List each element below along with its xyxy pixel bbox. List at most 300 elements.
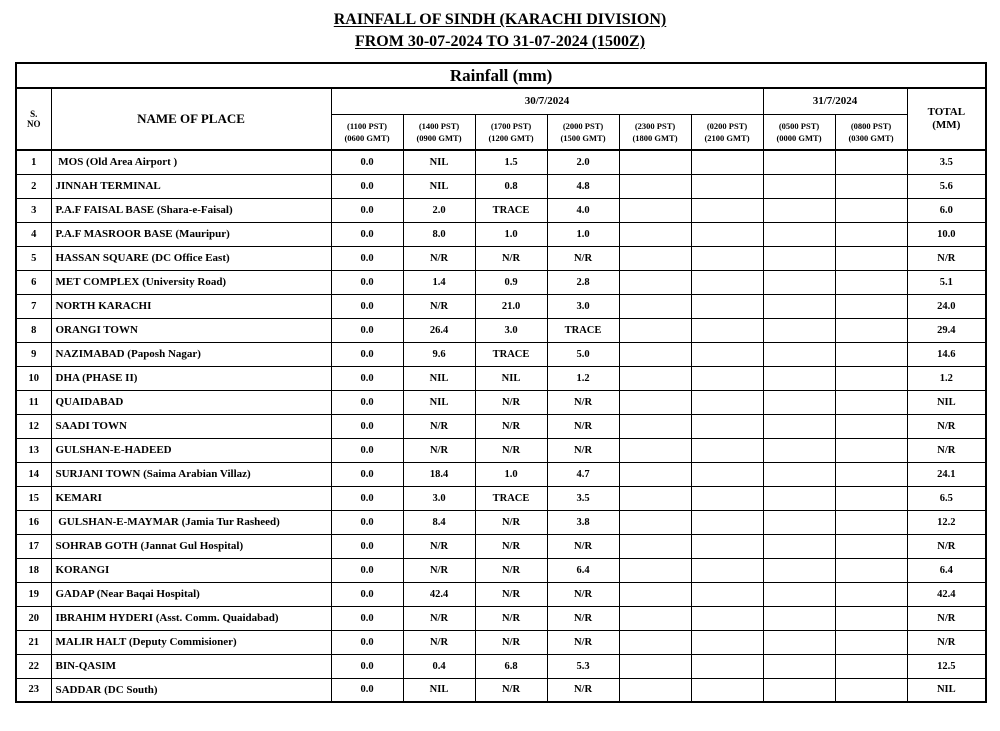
rainfall-value-cell-1: 0.0	[331, 510, 403, 534]
rainfall-value-cell-5	[619, 294, 691, 318]
rainfall-value-cell-6	[691, 582, 763, 606]
serial-number-cell: 23	[16, 678, 51, 702]
rainfall-value-cell-5	[619, 630, 691, 654]
page-title-line-1: RAINFALL OF SINDH (KARACHI DIVISION)	[333, 11, 667, 28]
rainfall-value-cell-4: 1.0	[547, 222, 619, 246]
table-row	[16, 678, 986, 702]
rainfall-value-cell-6	[691, 462, 763, 486]
rainfall-value-cell-4: 4.8	[547, 174, 619, 198]
rainfall-value-cell-3: N/R	[475, 606, 547, 630]
table-row	[16, 270, 986, 294]
total-rainfall-cell: NIL	[907, 390, 986, 414]
rainfall-value-cell-8	[835, 270, 907, 294]
gmt-time-label: (1500 GMT)	[560, 132, 606, 143]
rainfall-value-cell-6	[691, 438, 763, 462]
place-name-cell: HASSAN SQUARE (DC Office East)	[51, 246, 331, 270]
serial-number-cell: 21	[16, 630, 51, 654]
gmt-time-label: (0600 GMT)	[344, 132, 390, 143]
rainfall-value-cell-5	[619, 366, 691, 390]
rainfall-value-cell-6	[691, 150, 763, 174]
rainfall-value-cell-8	[835, 462, 907, 486]
total-rainfall-cell: 6.0	[907, 198, 986, 222]
gmt-time-label: (0900 GMT)	[416, 132, 462, 143]
rainfall-value-cell-5	[619, 582, 691, 606]
rainfall-value-cell-7	[763, 678, 835, 702]
table-row	[16, 558, 986, 582]
rainfall-value-cell-3: 6.8	[475, 654, 547, 678]
serial-number-cell: 8	[16, 318, 51, 342]
rainfall-value-cell-1: 0.0	[331, 678, 403, 702]
rainfall-value-cell-4: N/R	[547, 678, 619, 702]
pst-time-label: (2300 PST)	[634, 120, 676, 131]
total-rainfall-cell: 6.4	[907, 558, 986, 582]
place-name-cell: KEMARI	[51, 486, 331, 510]
time-column-header-1	[331, 114, 403, 150]
rainfall-value-cell-8	[835, 678, 907, 702]
total-rainfall-cell: 10.0	[907, 222, 986, 246]
rainfall-value-cell-3: 1.0	[475, 222, 547, 246]
rainfall-value-cell-5	[619, 414, 691, 438]
rainfall-value-cell-1: 0.0	[331, 486, 403, 510]
table-row	[16, 414, 986, 438]
rainfall-value-cell-2: NIL	[403, 678, 475, 702]
rainfall-value-cell-2: N/R	[403, 630, 475, 654]
rainfall-value-cell-2: NIL	[403, 366, 475, 390]
table-row	[16, 198, 986, 222]
total-rainfall-cell: 24.1	[907, 462, 986, 486]
rainfall-value-cell-8	[835, 534, 907, 558]
rainfall-value-cell-1: 0.0	[331, 294, 403, 318]
rainfall-value-cell-5	[619, 150, 691, 174]
table-caption: Rainfall (mm)	[16, 63, 986, 88]
rainfall-table	[15, 62, 987, 703]
serial-number-cell: 5	[16, 246, 51, 270]
table-row	[16, 342, 986, 366]
rainfall-value-cell-7	[763, 606, 835, 630]
rainfall-value-cell-1: 0.0	[331, 270, 403, 294]
place-name-cell: SOHRAB GOTH (Jannat Gul Hospital)	[51, 534, 331, 558]
rainfall-value-cell-7	[763, 630, 835, 654]
rainfall-value-cell-5	[619, 198, 691, 222]
serial-number-header-line-1: S.	[30, 109, 38, 119]
table-row	[16, 510, 986, 534]
rainfall-value-cell-7	[763, 438, 835, 462]
rainfall-value-cell-6	[691, 222, 763, 246]
rainfall-value-cell-1: 0.0	[331, 342, 403, 366]
rainfall-value-cell-7	[763, 246, 835, 270]
rainfall-value-cell-3: TRACE	[475, 198, 547, 222]
name-of-place-header: NAME OF PLACE	[51, 88, 331, 150]
serial-number-cell: 12	[16, 414, 51, 438]
rainfall-value-cell-4: N/R	[547, 246, 619, 270]
total-rainfall-cell: N/R	[907, 606, 986, 630]
rainfall-value-cell-8	[835, 582, 907, 606]
rainfall-value-cell-5	[619, 462, 691, 486]
gmt-time-label: (0000 GMT)	[776, 132, 822, 143]
pst-time-label: (1400 PST)	[418, 120, 460, 131]
pst-time-label: (1700 PST)	[490, 120, 532, 131]
rainfall-value-cell-1: 0.0	[331, 606, 403, 630]
rainfall-value-cell-8	[835, 654, 907, 678]
total-rainfall-cell: N/R	[907, 246, 986, 270]
serial-number-cell: 19	[16, 582, 51, 606]
rainfall-value-cell-5	[619, 486, 691, 510]
total-rainfall-cell: NIL	[907, 678, 986, 702]
serial-number-header-line-2: NO	[27, 119, 41, 129]
table-row	[16, 582, 986, 606]
rainfall-value-cell-1: 0.0	[331, 630, 403, 654]
place-name-cell: NORTH KARACHI	[51, 294, 331, 318]
rainfall-value-cell-8	[835, 222, 907, 246]
rainfall-value-cell-8	[835, 606, 907, 630]
rainfall-value-cell-1: 0.0	[331, 174, 403, 198]
table-row	[16, 486, 986, 510]
place-name-cell: SAADI TOWN	[51, 414, 331, 438]
total-rainfall-cell: 1.2	[907, 366, 986, 390]
rainfall-value-cell-6	[691, 342, 763, 366]
rainfall-value-cell-5	[619, 654, 691, 678]
rainfall-value-cell-7	[763, 654, 835, 678]
table-row	[16, 606, 986, 630]
rainfall-value-cell-1: 0.0	[331, 414, 403, 438]
time-column-header-3	[475, 114, 547, 150]
rainfall-value-cell-2: 3.0	[403, 486, 475, 510]
date-header-31-7-2024: 31/7/2024	[763, 88, 907, 114]
rainfall-value-cell-2: 2.0	[403, 198, 475, 222]
rainfall-value-cell-4: 6.4	[547, 558, 619, 582]
rainfall-value-cell-8	[835, 630, 907, 654]
serial-number-cell: 10	[16, 366, 51, 390]
rainfall-value-cell-2: 42.4	[403, 582, 475, 606]
total-rainfall-cell: 29.4	[907, 318, 986, 342]
pst-time-label: (0800 PST)	[850, 120, 892, 131]
date-header-30-7-2024: 30/7/2024	[331, 88, 763, 114]
total-rainfall-cell: N/R	[907, 630, 986, 654]
rainfall-value-cell-3: N/R	[475, 678, 547, 702]
total-rainfall-cell: 12.5	[907, 654, 986, 678]
table-row	[16, 174, 986, 198]
rainfall-value-cell-4: N/R	[547, 606, 619, 630]
rainfall-value-cell-4: N/R	[547, 582, 619, 606]
rainfall-value-cell-4: N/R	[547, 438, 619, 462]
table-row	[16, 390, 986, 414]
place-name-cell: GULSHAN-E-MAYMAR (Jamia Tur Rasheed)	[51, 510, 331, 534]
serial-number-cell: 7	[16, 294, 51, 318]
rainfall-value-cell-2: N/R	[403, 294, 475, 318]
pst-time-label: (2000 PST)	[562, 120, 604, 131]
rainfall-value-cell-5	[619, 342, 691, 366]
rainfall-value-cell-2: NIL	[403, 390, 475, 414]
rainfall-value-cell-8	[835, 318, 907, 342]
rainfall-value-cell-6	[691, 630, 763, 654]
rainfall-value-cell-5	[619, 678, 691, 702]
rainfall-value-cell-1: 0.0	[331, 318, 403, 342]
place-name-cell: MALIR HALT (Deputy Commisioner)	[51, 630, 331, 654]
rainfall-value-cell-7	[763, 270, 835, 294]
time-column-header-2	[403, 114, 475, 150]
rainfall-value-cell-7	[763, 486, 835, 510]
serial-number-cell: 1	[16, 150, 51, 174]
rainfall-value-cell-3: N/R	[475, 510, 547, 534]
place-name-cell: SURJANI TOWN (Saima Arabian Villaz)	[51, 462, 331, 486]
total-rainfall-cell: 42.4	[907, 582, 986, 606]
rainfall-value-cell-4: 3.0	[547, 294, 619, 318]
rainfall-value-cell-4: 3.5	[547, 486, 619, 510]
gmt-time-label: (1800 GMT)	[632, 132, 678, 143]
rainfall-value-cell-5	[619, 270, 691, 294]
rainfall-value-cell-2: 8.0	[403, 222, 475, 246]
rainfall-value-cell-4: N/R	[547, 390, 619, 414]
table-caption-row	[16, 63, 986, 88]
serial-number-cell: 3	[16, 198, 51, 222]
rainfall-value-cell-8	[835, 390, 907, 414]
rainfall-value-cell-6	[691, 366, 763, 390]
rainfall-value-cell-4: 5.3	[547, 654, 619, 678]
rainfall-value-cell-5	[619, 534, 691, 558]
rainfall-value-cell-4: 2.0	[547, 150, 619, 174]
rainfall-value-cell-8	[835, 366, 907, 390]
rainfall-value-cell-5	[619, 510, 691, 534]
rainfall-value-cell-3: 3.0	[475, 318, 547, 342]
rainfall-value-cell-6	[691, 510, 763, 534]
rainfall-value-cell-2: NIL	[403, 150, 475, 174]
place-name-cell: P.A.F MASROOR BASE (Mauripur)	[51, 222, 331, 246]
rainfall-value-cell-3: 0.9	[475, 270, 547, 294]
place-name-cell: SADDAR (DC South)	[51, 678, 331, 702]
serial-number-cell: 15	[16, 486, 51, 510]
rainfall-value-cell-4: 1.2	[547, 366, 619, 390]
serial-number-cell: 18	[16, 558, 51, 582]
rainfall-value-cell-6	[691, 174, 763, 198]
pst-time-label: (0200 PST)	[706, 120, 748, 131]
rainfall-value-cell-6	[691, 198, 763, 222]
place-name-cell: GULSHAN-E-HADEED	[51, 438, 331, 462]
serial-number-cell: 20	[16, 606, 51, 630]
rainfall-value-cell-3: N/R	[475, 630, 547, 654]
rainfall-value-cell-6	[691, 606, 763, 630]
rainfall-value-cell-4: TRACE	[547, 318, 619, 342]
time-column-header-5	[619, 114, 691, 150]
rainfall-value-cell-1: 0.0	[331, 150, 403, 174]
rainfall-value-cell-7	[763, 558, 835, 582]
place-name-cell: NAZIMABAD (Paposh Nagar)	[51, 342, 331, 366]
table-row	[16, 318, 986, 342]
table-row	[16, 366, 986, 390]
rainfall-value-cell-7	[763, 342, 835, 366]
total-rainfall-cell: 5.1	[907, 270, 986, 294]
rainfall-value-cell-2: N/R	[403, 558, 475, 582]
rainfall-value-cell-6	[691, 318, 763, 342]
rainfall-value-cell-3: NIL	[475, 366, 547, 390]
rainfall-value-cell-6	[691, 558, 763, 582]
rainfall-value-cell-7	[763, 198, 835, 222]
rainfall-value-cell-3: N/R	[475, 390, 547, 414]
rainfall-value-cell-2: 9.6	[403, 342, 475, 366]
rainfall-value-cell-1: 0.0	[331, 582, 403, 606]
rainfall-value-cell-5	[619, 222, 691, 246]
rainfall-value-cell-2: 8.4	[403, 510, 475, 534]
rainfall-value-cell-2: N/R	[403, 606, 475, 630]
place-name-cell: MET COMPLEX (University Road)	[51, 270, 331, 294]
serial-number-cell: 11	[16, 390, 51, 414]
rainfall-value-cell-4: 4.7	[547, 462, 619, 486]
total-rainfall-cell: 24.0	[907, 294, 986, 318]
total-header	[907, 88, 986, 150]
rainfall-value-cell-3: 21.0	[475, 294, 547, 318]
place-name-cell: GADAP (Near Baqai Hospital)	[51, 582, 331, 606]
rainfall-value-cell-7	[763, 150, 835, 174]
rainfall-value-cell-5	[619, 246, 691, 270]
rainfall-value-cell-2: 26.4	[403, 318, 475, 342]
table-row	[16, 462, 986, 486]
rainfall-value-cell-7	[763, 366, 835, 390]
time-column-header-8	[835, 114, 907, 150]
place-name-cell: MOS (Old Area Airport )	[51, 150, 331, 174]
rainfall-value-cell-2: N/R	[403, 246, 475, 270]
page-title	[0, 0, 1000, 53]
total-header-line-1: TOTAL	[927, 106, 966, 118]
rainfall-value-cell-1: 0.0	[331, 198, 403, 222]
rainfall-value-cell-7	[763, 318, 835, 342]
rainfall-value-cell-7	[763, 582, 835, 606]
pst-time-label: (0500 PST)	[778, 120, 820, 131]
rainfall-value-cell-7	[763, 414, 835, 438]
place-name-cell: BIN-QASIM	[51, 654, 331, 678]
place-name-cell: KORANGI	[51, 558, 331, 582]
serial-number-cell: 22	[16, 654, 51, 678]
total-rainfall-cell: 12.2	[907, 510, 986, 534]
rainfall-value-cell-7	[763, 534, 835, 558]
gmt-time-label: (1200 GMT)	[488, 132, 534, 143]
rainfall-value-cell-2: N/R	[403, 438, 475, 462]
rainfall-value-cell-4: 2.8	[547, 270, 619, 294]
rainfall-value-cell-7	[763, 510, 835, 534]
place-name-cell: QUAIDABAD	[51, 390, 331, 414]
table-row	[16, 150, 986, 174]
rainfall-value-cell-8	[835, 486, 907, 510]
rainfall-value-cell-3: N/R	[475, 414, 547, 438]
rainfall-value-cell-7	[763, 462, 835, 486]
time-column-header-6	[691, 114, 763, 150]
rainfall-value-cell-8	[835, 510, 907, 534]
rainfall-value-cell-1: 0.0	[331, 366, 403, 390]
rainfall-value-cell-8	[835, 198, 907, 222]
place-name-cell: DHA (PHASE II)	[51, 366, 331, 390]
rainfall-value-cell-6	[691, 390, 763, 414]
serial-number-header	[16, 88, 51, 150]
rainfall-value-cell-8	[835, 294, 907, 318]
gmt-time-label: (0300 GMT)	[848, 132, 894, 143]
table-row	[16, 438, 986, 462]
table-row	[16, 534, 986, 558]
rainfall-value-cell-6	[691, 414, 763, 438]
place-name-cell: IBRAHIM HYDERI (Asst. Comm. Quaidabad)	[51, 606, 331, 630]
rainfall-value-cell-6	[691, 678, 763, 702]
rainfall-value-cell-6	[691, 654, 763, 678]
place-name-cell: P.A.F FAISAL BASE (Shara-e-Faisal)	[51, 198, 331, 222]
rainfall-value-cell-5	[619, 438, 691, 462]
rainfall-value-cell-8	[835, 246, 907, 270]
serial-number-cell: 13	[16, 438, 51, 462]
total-rainfall-cell: N/R	[907, 414, 986, 438]
rainfall-value-cell-3: 1.5	[475, 150, 547, 174]
gmt-time-label: (2100 GMT)	[704, 132, 750, 143]
rainfall-value-cell-7	[763, 294, 835, 318]
rainfall-value-cell-3: TRACE	[475, 342, 547, 366]
rainfall-value-cell-3: N/R	[475, 558, 547, 582]
rainfall-value-cell-3: TRACE	[475, 486, 547, 510]
rainfall-value-cell-6	[691, 246, 763, 270]
serial-number-cell: 17	[16, 534, 51, 558]
rainfall-value-cell-4: 5.0	[547, 342, 619, 366]
total-rainfall-cell: N/R	[907, 534, 986, 558]
rainfall-value-cell-1: 0.0	[331, 654, 403, 678]
rainfall-value-cell-2: NIL	[403, 174, 475, 198]
page-title-line-2: FROM 30-07-2024 TO 31-07-2024 (1500Z)	[354, 33, 646, 50]
rainfall-value-cell-2: 1.4	[403, 270, 475, 294]
rainfall-value-cell-7	[763, 174, 835, 198]
rainfall-value-cell-3: N/R	[475, 246, 547, 270]
total-rainfall-cell: 6.5	[907, 486, 986, 510]
rainfall-value-cell-1: 0.0	[331, 390, 403, 414]
table-row	[16, 294, 986, 318]
time-column-header-7	[763, 114, 835, 150]
place-name-cell: ORANGI TOWN	[51, 318, 331, 342]
rainfall-value-cell-5	[619, 174, 691, 198]
total-rainfall-cell: 14.6	[907, 342, 986, 366]
rainfall-value-cell-5	[619, 318, 691, 342]
rainfall-value-cell-2: 0.4	[403, 654, 475, 678]
serial-number-cell: 14	[16, 462, 51, 486]
rainfall-value-cell-4: N/R	[547, 630, 619, 654]
serial-number-cell: 9	[16, 342, 51, 366]
serial-number-cell: 4	[16, 222, 51, 246]
rainfall-value-cell-3: N/R	[475, 438, 547, 462]
total-rainfall-cell: 3.5	[907, 150, 986, 174]
rainfall-value-cell-6	[691, 486, 763, 510]
rainfall-value-cell-4: 3.8	[547, 510, 619, 534]
rainfall-value-cell-4: N/R	[547, 534, 619, 558]
rainfall-value-cell-7	[763, 390, 835, 414]
rainfall-value-cell-1: 0.0	[331, 246, 403, 270]
rainfall-value-cell-8	[835, 414, 907, 438]
rainfall-value-cell-4: N/R	[547, 414, 619, 438]
table-row	[16, 246, 986, 270]
serial-number-cell: 6	[16, 270, 51, 294]
rainfall-value-cell-1: 0.0	[331, 438, 403, 462]
rainfall-value-cell-1: 0.0	[331, 558, 403, 582]
rainfall-value-cell-3: 0.8	[475, 174, 547, 198]
place-name-cell: JINNAH TERMINAL	[51, 174, 331, 198]
rainfall-value-cell-1: 0.0	[331, 462, 403, 486]
rainfall-value-cell-7	[763, 222, 835, 246]
total-rainfall-cell: N/R	[907, 438, 986, 462]
rainfall-value-cell-3: 1.0	[475, 462, 547, 486]
rainfall-value-cell-1: 0.0	[331, 534, 403, 558]
rainfall-value-cell-6	[691, 534, 763, 558]
rainfall-value-cell-5	[619, 606, 691, 630]
rainfall-value-cell-8	[835, 342, 907, 366]
rainfall-value-cell-5	[619, 558, 691, 582]
table-row	[16, 630, 986, 654]
rainfall-value-cell-1: 0.0	[331, 222, 403, 246]
table-row	[16, 654, 986, 678]
time-column-header-4	[547, 114, 619, 150]
rainfall-value-cell-5	[619, 390, 691, 414]
rainfall-value-cell-8	[835, 438, 907, 462]
rainfall-value-cell-4: 4.0	[547, 198, 619, 222]
rainfall-value-cell-2: N/R	[403, 534, 475, 558]
